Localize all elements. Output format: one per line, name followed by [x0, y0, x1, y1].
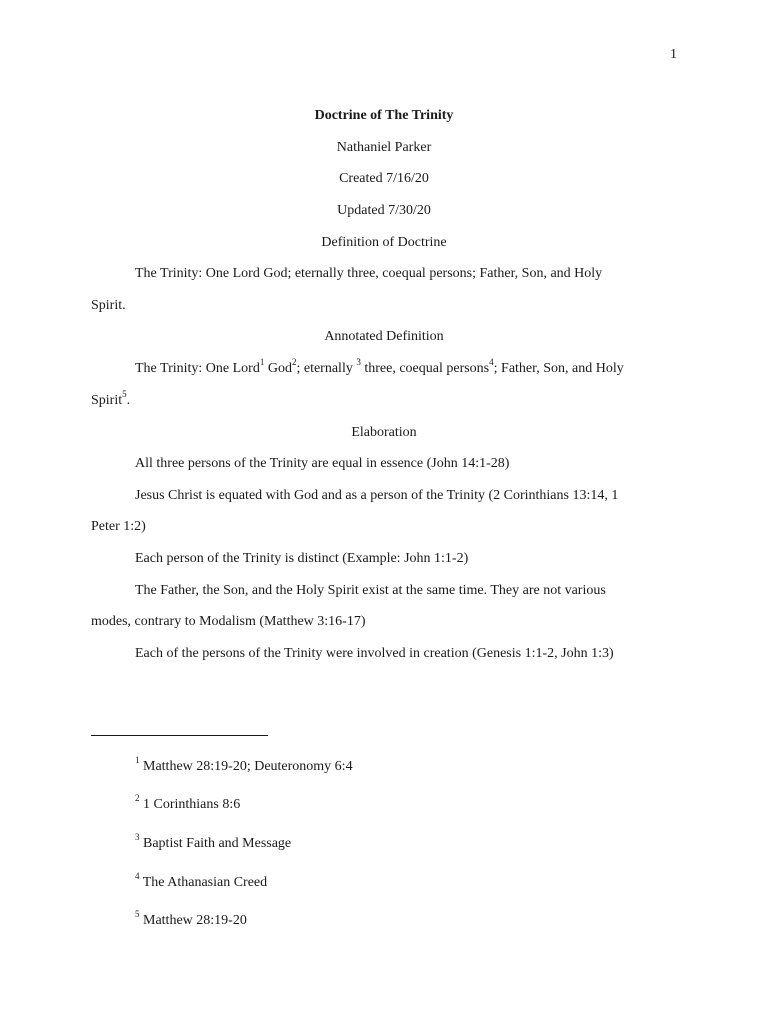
footnote-separator — [91, 735, 268, 736]
footnote-marker: 5 — [135, 909, 140, 920]
elaboration-item-4-line-2: modes, contrary to Modalism (Matthew 3:16-17) — [91, 614, 366, 629]
footnote-text: Matthew 28:19-20; Deuteronomy 6:4 — [139, 759, 353, 774]
footnote-text: The Athanasian Creed — [139, 875, 268, 890]
elaboration-heading: Elaboration — [351, 425, 417, 440]
annotated-text-7: . — [126, 393, 131, 408]
definition-line-1: The Trinity: One Lord God; eternally three, coequal persons; Father, Son, and Holy — [135, 266, 603, 281]
annotated-line-2 — [91, 389, 131, 409]
annotated-line-1 — [135, 357, 624, 377]
definition-line-2: Spirit. — [91, 298, 126, 313]
updated-date: Updated 7/30/20 — [337, 203, 431, 218]
document-title: Doctrine of The Trinity — [314, 108, 454, 123]
footnote-2 — [135, 793, 241, 813]
footnote-3 — [135, 832, 292, 852]
footnote-ref-1: 1 — [259, 357, 265, 368]
annotated-text-6: Spirit — [91, 393, 123, 408]
elaboration-item-4-line-1: The Father, the Son, and the Holy Spirit exist at the same time. They are not various — [135, 583, 606, 598]
elaboration-item-2-line-2: Peter 1:2) — [91, 519, 146, 534]
elaboration-item-3: Each person of the Trinity is distinct (Example: John 1:1-2) — [135, 551, 469, 566]
annotated-text-4: three, coequal persons — [360, 361, 490, 376]
elaboration-item-1: All three persons of the Trinity are equal in essence (John 14:1-28) — [135, 456, 510, 471]
elaboration-item-5: Each of the persons of the Trinity were involved in creation (Genesis 1:1-2, John 1:3) — [135, 646, 614, 661]
annotated-heading: Annotated Definition — [324, 329, 444, 344]
footnote-ref-4: 4 — [489, 357, 494, 368]
footnote-1 — [135, 755, 353, 775]
footnote-4 — [135, 871, 268, 891]
page-number: 1 — [670, 47, 677, 62]
annotated-text-5: ; Father, Son, and Holy — [493, 361, 624, 376]
footnote-text: Baptist Faith and Message — [139, 836, 292, 851]
footnote-ref-2: 2 — [291, 357, 297, 368]
definition-heading: Definition of Doctrine — [321, 235, 447, 250]
footnote-text: Matthew 28:19-20 — [139, 913, 247, 928]
footnote-5 — [135, 909, 247, 929]
elaboration-item-2-line-1: Jesus Christ is equated with God and as a person of the Trinity (2 Corinthians 13:14, 1 — [135, 488, 619, 503]
footnote-marker: 3 — [135, 832, 140, 843]
annotated-text-3: ; eternally — [296, 361, 357, 376]
author-name: Nathaniel Parker — [336, 140, 432, 155]
footnote-marker: 4 — [135, 871, 140, 882]
footnote-ref-3: 3 — [356, 357, 361, 368]
annotated-text-1: The Trinity: One Lord — [135, 361, 260, 376]
footnote-text: 1 Corinthians 8:6 — [139, 797, 241, 812]
footnote-marker: 2 — [135, 793, 140, 804]
footnote-marker: 1 — [135, 755, 140, 766]
annotated-text-2: God — [264, 361, 292, 376]
created-date: Created 7/16/20 — [339, 171, 429, 186]
footnote-ref-5: 5 — [122, 389, 127, 400]
